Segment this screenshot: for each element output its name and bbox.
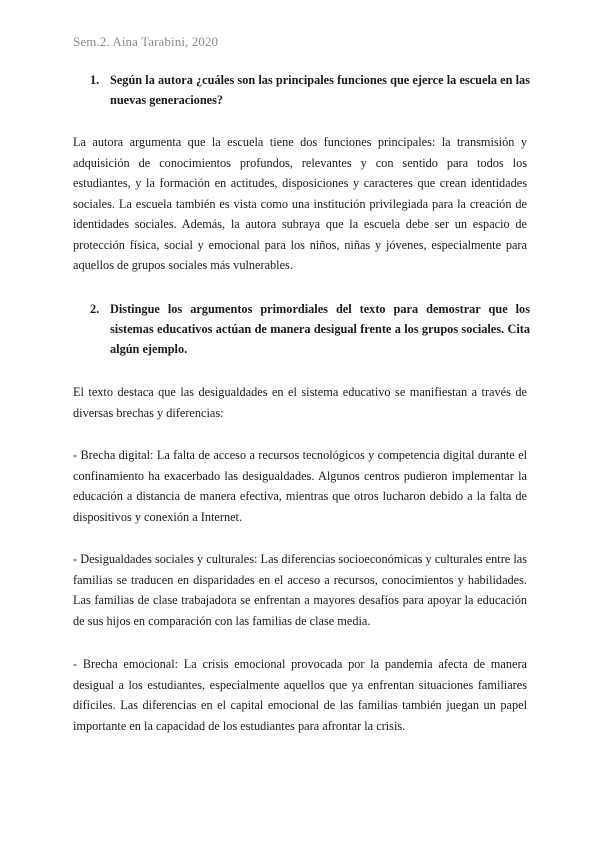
question-text: Según la autora ¿cuáles son las principales funciones que ejerce la escuela en las nuevas generaciones? — [110, 73, 530, 107]
question-number: 1. — [90, 73, 100, 87]
question-text: Distingue los argumentos primordiales del texto para demostrar que los sistemas educativos actúan de manera desigual frente a los grupos sociales. Cita algún ejemplo. — [110, 302, 530, 356]
answer-paragraph: La autora argumenta que la escuela tiene dos funciones principales: la transmisión y adquisición de conocimientos profundos, relevantes y con sentido para todos los estudiantes, y la formación en actitudes, disposiciones y caracteres que crean identidades sociales. La escuela también es vista como una institución privilegiada para la creación de identidades sociales. Además, la autora subraya que la escuela debe ser un espacio de protección física, social y emocional para los niños, niñas y jóvenes, especialmente para aquellos de grupos sociales más vulnerables. — [73, 135, 527, 272]
social-cultural-paragraph: - Desigualdades sociales y culturales: Las diferencias socioeconómicas y culturales entre las familias se traducen en disparidades en el acceso a recursos, conocimientos y habilidades. Las familias de clase trabajadora se enfrentan a mayores desafíos para apoyar la educación de sus hijos en comparación con las familias de clase media. — [73, 552, 527, 628]
question-1 — [90, 70, 530, 110]
answer-intro-paragraph: El texto destaca que las desigualdades en el sistema educativo se manifiestan a través de diversas brechas y diferencias: — [73, 385, 527, 420]
digital-gap-paragraph: - Brecha digital: La falta de acceso a recursos tecnológicos y competencia digital durante el confinamiento ha exacerbado las desigualdades. Algunos centros pudieron implementar la educación a distancia de manera efectiva, mientras que otros lucharon debido a la falta de dispositivos y conexión a Internet. — [73, 448, 527, 524]
emotional-gap-paragraph: - Brecha emocional: La crisis emocional provocada por la pandemia afecta de manera desigual a los estudiantes, especialmente aquellos que ya enfrentan situaciones familiares difíciles. Las diferencias en el capital emocional de las familias también juegan un papel importante en la capacidad de los estudiantes para afrontar la crisis. — [73, 657, 527, 733]
question-number: 2. — [90, 302, 100, 316]
page-header: Sem.2. Aina Tarabini, 2020 — [73, 34, 219, 49]
question-2 — [90, 299, 530, 359]
